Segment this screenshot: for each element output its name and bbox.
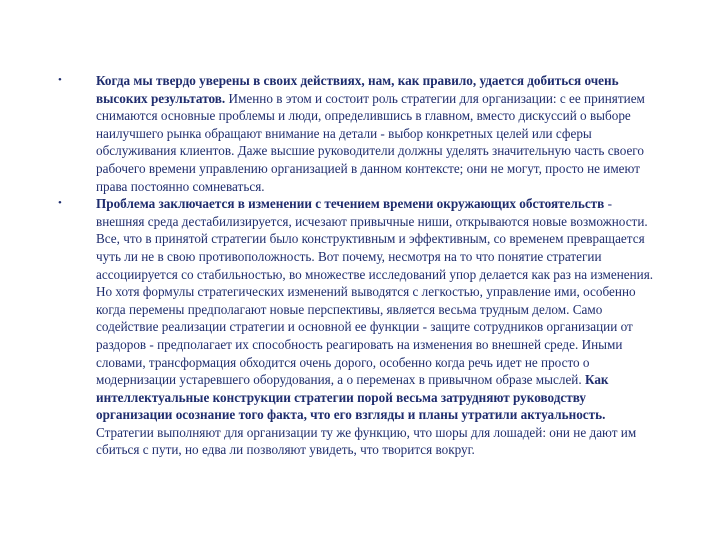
bullet-2-bold-text: Проблема заключается в изменении с течением времени окружающих обстоятельств — [96, 196, 605, 212]
bullet-marker: • — [58, 74, 62, 86]
bullet-2-text: - внешняя среда дестабилизируется, исчезают привычные ниши, открываются новые возможности. Все, что в принятой стратегии было конструктивным и эффективным, со временем превращается чуть ли не в свою противоположность. Вот почему, несмотря на то что понятие стратегии ассоциируется со стабильностью, во множестве исследований упор делается как раз на изменения. Но хотя формулы стратегических изменений выводятся с легкостью, управление ими, особенно когда перемены предполагают новые перспективы, является весьма трудным делом. Само содействие реализации стратегии и основной ее функции - защите сотрудников организации от раздоров - предполагает их способность реагировать на изменения во внешней среде. Иными словами, трансформация обходится очень дорого, особенно когда речь идет не просто о модернизации устаревшего оборудования, а о переменах в привычном образе мыслей. — [96, 196, 654, 388]
bullet-item-1 — [58, 72, 663, 195]
bullet-1-text: Именно в этом и состоит роль стратегии для организации: с ее принятием снимаются основные проблемы и люди, определившись в главном, вместо дискуссий о выборе наилучшего рынка обращают внимание на детали - выбор конкретных целей или сферы обслуживания клиентов. Даже высшие руководители должны уделять значительную часть своего рабочего времени управлению организацией в данном контексте; они не могут, просто не имеют права постоянно сомневаться. — [96, 90, 645, 194]
bullet-list — [58, 72, 663, 459]
bullet-2-bold-text-2: Как интеллектуальные конструкции стратегии порой весьма затрудняют руководству организации осознание того факта, что его взгляды и планы утратили актуальность. — [96, 372, 609, 423]
bullet-item-2 — [58, 195, 663, 459]
bullet-1-bold-text: Когда мы твердо уверены в своих действиях, нам, как правило, удается добиться очень высоких результатов. — [96, 73, 619, 106]
bullet-2-text-2: Стратегии выполняют для организации ту же функцию, что шоры для лошадей: они не дают им сбиться с пути, но едва ли позволяют увидеть, что творится вокруг. — [96, 424, 637, 458]
bullet-marker: • — [58, 197, 62, 210]
